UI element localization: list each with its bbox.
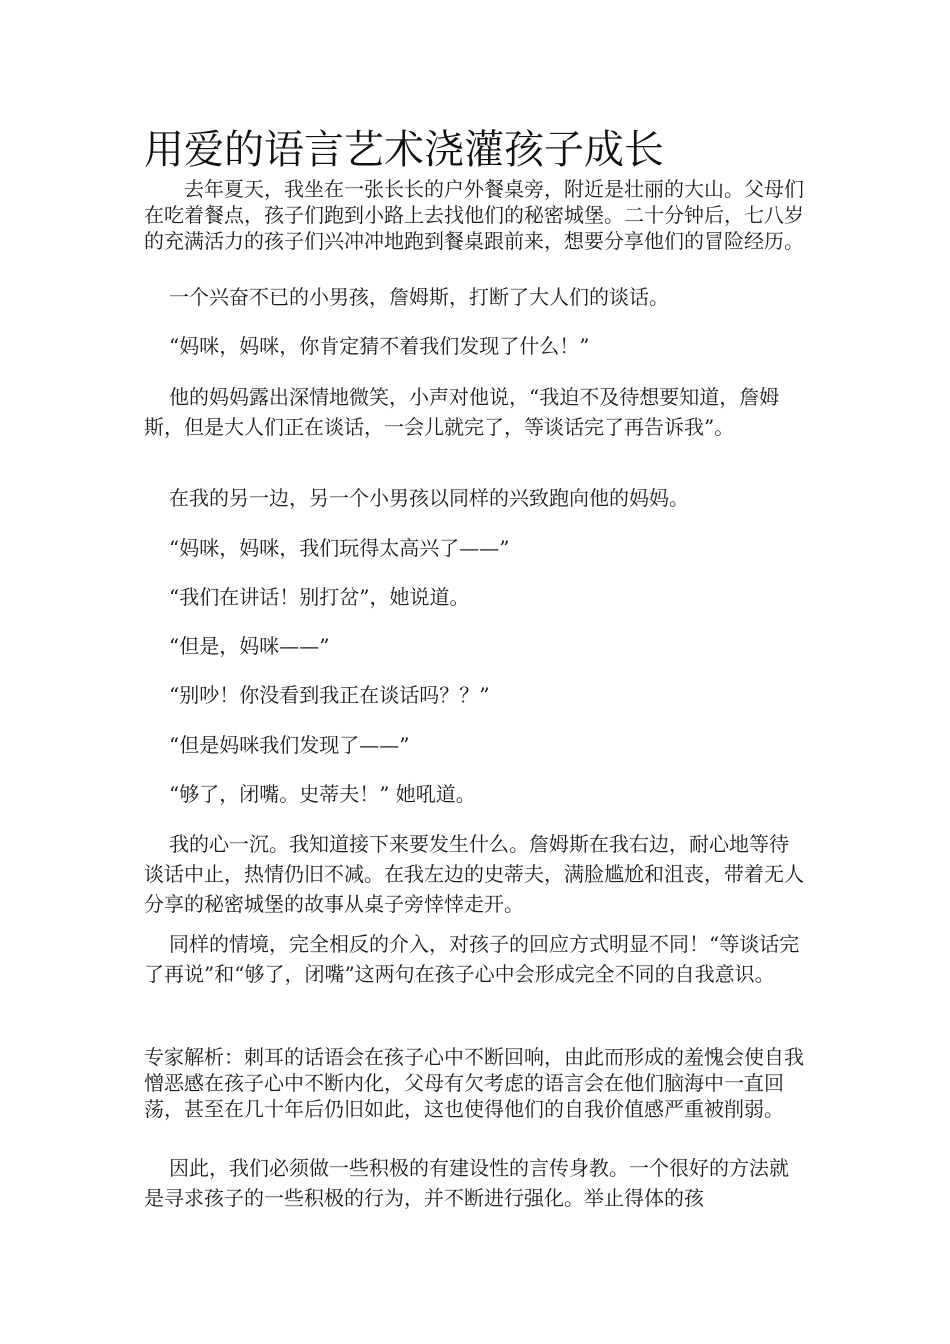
paragraph: 同样的情境，完全相反的介入，对孩子的回应方式明显不同！“等谈话完了再说”和“够了，闭嘴”这两句在孩子心中会形成完全不同的自我意识。 (144, 932, 800, 986)
document-title: 用爱的语言艺术浇灌孩子成长 (144, 127, 664, 173)
paragraph-intro: 去年夏天，我坐在一张长长的户外餐桌旁，附近是壮丽的大山。父母们在吃着餐点，孩子们跑到小路上去找他们的秘密城堡。二十分钟后，七八岁的充满活力的孩子们兴冲冲地跑到餐桌跟前来，想要分享他们的冒险经历。 (144, 177, 804, 253)
paragraph-quote: “够了，闭嘴。史蒂夫！” 她吼道。 (169, 782, 476, 806)
paragraph: 一个兴奋不已的小男孩，詹姆斯，打断了大人们的谈话。 (169, 285, 669, 309)
paragraph-quote: “但是，妈咪——” (169, 634, 330, 658)
paragraph-expert-analysis: 专家解析：刺耳的话语会在孩子心中不断回响，由此而形成的羞愧会使自我憎恶感在孩子心中不断内化，父母有欠考虑的语言会在他们脑海中一直回荡，甚至在几十年后仍旧如此，这也使得他们的自我价值感严重被削弱。 (144, 1045, 804, 1121)
paragraph: 在我的另一边，另一个小男孩以同样的兴致跑向他的妈妈。 (169, 486, 689, 510)
paragraph-quote: “我们在讲话！别打岔”，她说道。 (169, 585, 470, 609)
paragraph-quote: “妈咪，妈咪，我们玩得太高兴了——” (169, 536, 510, 560)
paragraph: 他的妈妈露出深情地微笑，小声对他说，“我迫不及待想要知道，詹姆斯，但是大人们正在谈话，一会儿就完了，等谈话完了再告诉我”。 (144, 385, 780, 439)
paragraph-quote: “但是妈咪我们发现了——” (169, 733, 410, 757)
paragraph-quote: “妈咪，妈咪，你肯定猜不着我们发现了什么！” (169, 334, 590, 358)
paragraph: 因此，我们必须做一些积极的有建设性的言传身教。一个很好的方法就是寻求孩子的一些积极的行为，并不断进行强化。举止得体的孩 (144, 1156, 789, 1210)
paragraph-quote: “别吵！你没看到我正在谈话吗？？” (169, 683, 490, 707)
paragraph: 我的心一沉。我知道接下来要发生什么。詹姆斯在我右边，耐心地等待谈话中止，热情仍旧不减。在我左边的史蒂夫，满脸尴尬和沮丧，带着无人分享的秘密城堡的故事从桌子旁悻悻走开。 (144, 832, 804, 916)
